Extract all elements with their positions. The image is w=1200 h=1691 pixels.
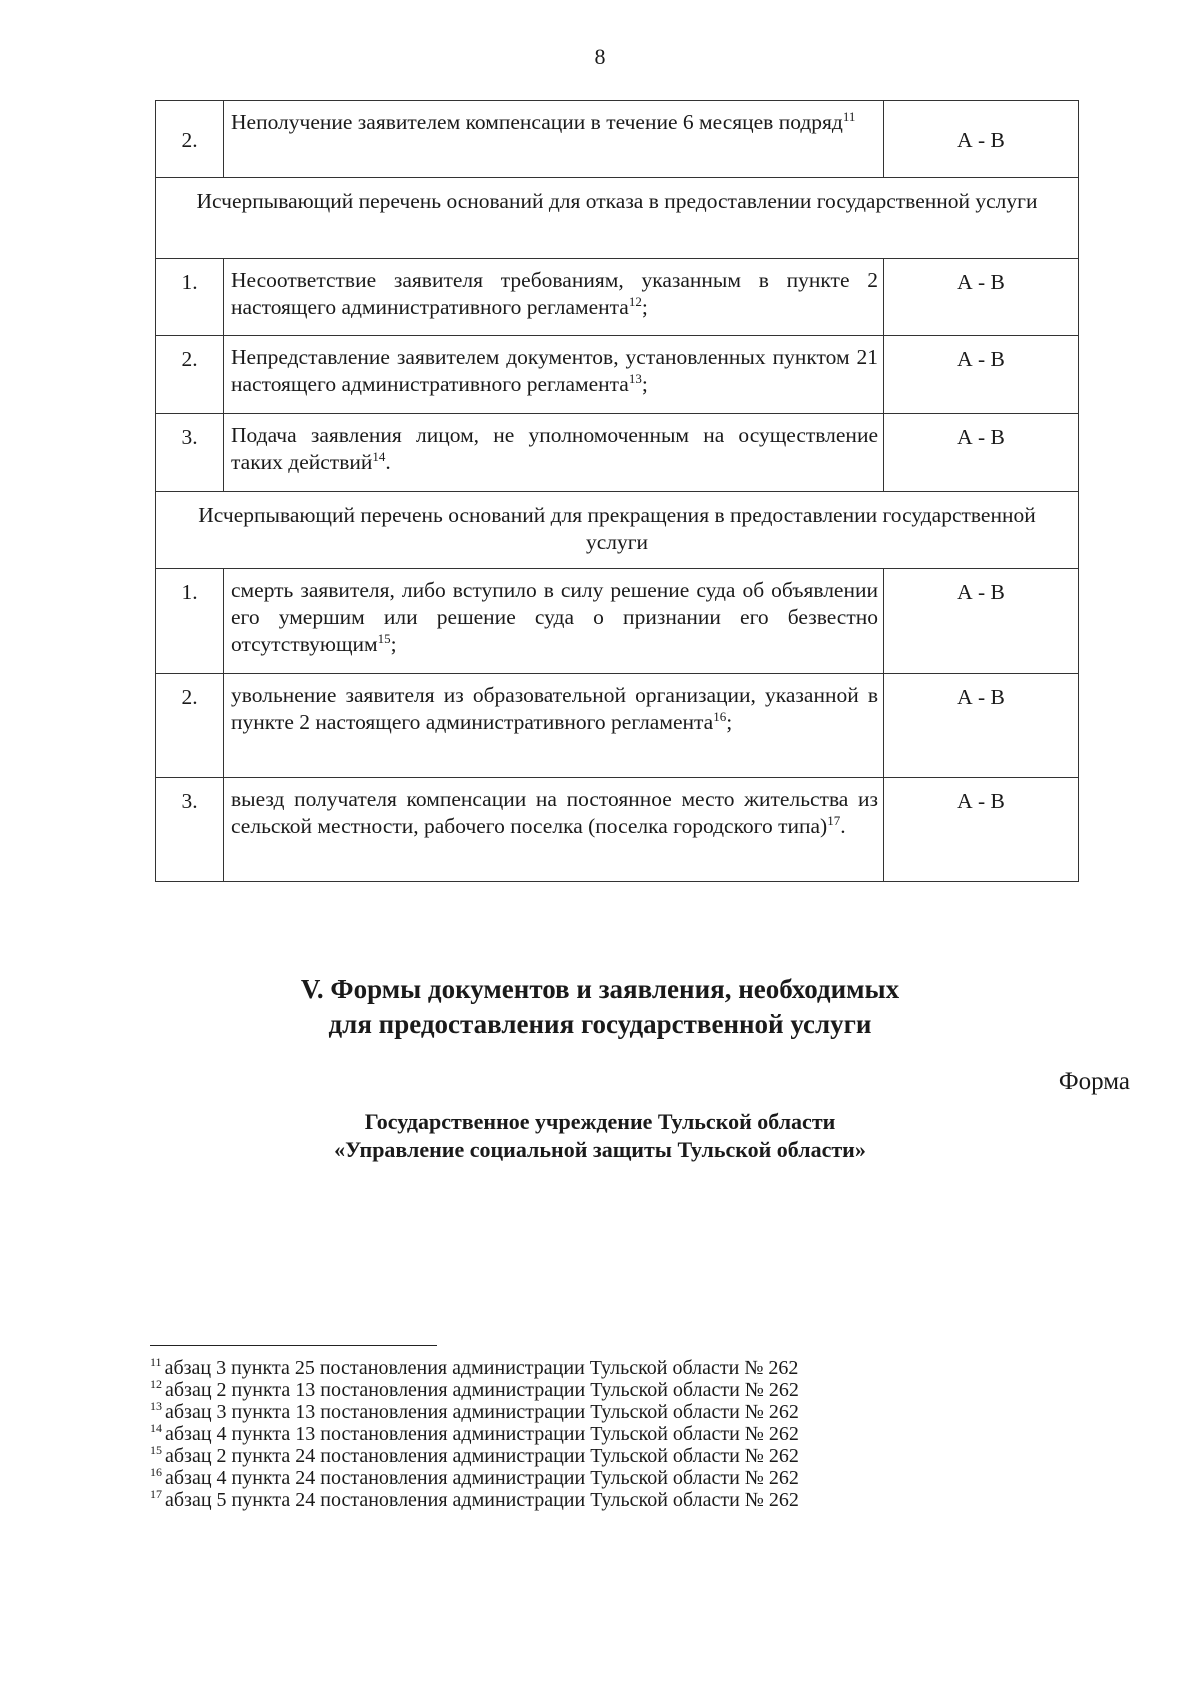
footnote bbox=[150, 1379, 799, 1401]
footnote bbox=[150, 1467, 799, 1489]
table-row bbox=[156, 778, 1079, 882]
footnote-number: 16 bbox=[150, 1465, 162, 1480]
footnote-text: абзац 2 пункта 24 постановления администрации Тульской области № 262 bbox=[165, 1445, 799, 1467]
row-number: 2. bbox=[156, 674, 224, 778]
page-number: 8 bbox=[594, 44, 606, 69]
organization-line: «Управление социальной защиты Тульской области» bbox=[334, 1137, 866, 1162]
section-title-line: для предоставления государственной услуги bbox=[328, 1009, 872, 1039]
row-code: А - В bbox=[884, 674, 1079, 778]
organization-line: Государственное учреждение Тульской области bbox=[364, 1109, 836, 1134]
footnote-number: 11 bbox=[150, 1355, 162, 1370]
footnote-number: 12 bbox=[150, 1377, 162, 1392]
footnote-number: 14 bbox=[150, 1421, 162, 1436]
footnotes bbox=[150, 1357, 799, 1511]
footnote-text: абзац 4 пункта 13 постановления администрации Тульской области № 262 bbox=[165, 1423, 799, 1445]
section-title bbox=[0, 972, 1200, 1042]
table-row bbox=[156, 674, 1079, 778]
row-code: А - В bbox=[884, 259, 1079, 336]
footnote-separator bbox=[150, 1345, 437, 1346]
footnote-text: абзац 2 пункта 13 постановления администрации Тульской области № 262 bbox=[165, 1379, 799, 1401]
row-code: А - В bbox=[884, 569, 1079, 674]
row-text: Неполучение заявителем компенсации в течение 6 месяцев подряд$^{11}$ bbox=[224, 101, 884, 178]
row-code: А - В bbox=[884, 101, 1079, 178]
footnote-number: 15 bbox=[150, 1443, 162, 1458]
row-text: Подача заявления лицом, не уполномоченным на осуществление таких действий$^{14}$. bbox=[224, 414, 884, 492]
organization-name bbox=[0, 1108, 1200, 1164]
row-code: А - В bbox=[884, 778, 1079, 882]
footnote-text: абзац 4 пункта 24 постановления администрации Тульской области № 262 bbox=[165, 1467, 799, 1489]
footnote-text: абзац 5 пункта 24 постановления администрации Тульской области № 262 bbox=[165, 1489, 799, 1511]
row-text: Непредставление заявителем документов, установленных пунктом 21 настоящего административного регламента$^{13}$; bbox=[224, 336, 884, 414]
footnote-text: абзац 3 пункта 13 постановления администрации Тульской области № 262 bbox=[165, 1401, 799, 1423]
footnote bbox=[150, 1489, 799, 1511]
row-number: 3. bbox=[156, 778, 224, 882]
table-row bbox=[156, 414, 1079, 492]
section-header-text: Исчерпывающий перечень оснований для отказа в предоставлении государственной услуги bbox=[156, 178, 1079, 259]
row-number: 2. bbox=[156, 101, 224, 178]
row-number: 1. bbox=[156, 569, 224, 674]
table-row bbox=[156, 569, 1079, 674]
row-code: А - В bbox=[884, 336, 1079, 414]
section-header-text: Исчерпывающий перечень оснований для прекращения в предоставлении государственной услуги bbox=[156, 492, 1079, 569]
grounds-table bbox=[155, 100, 1079, 882]
footnote-number: 17 bbox=[150, 1487, 162, 1502]
row-text: Несоответствие заявителя требованиям, указанным в пункте 2 настоящего административного регламента$^{12}$; bbox=[224, 259, 884, 336]
row-text: выезд получателя компенсации на постоянное место жительства из сельской местности, рабочего поселка (поселка городского типа)$^{17}$. bbox=[224, 778, 884, 882]
footnote bbox=[150, 1445, 799, 1467]
table-row bbox=[156, 101, 1079, 178]
row-code: А - В bbox=[884, 414, 1079, 492]
footnote bbox=[150, 1357, 799, 1379]
row-number: 3. bbox=[156, 414, 224, 492]
row-number: 2. bbox=[156, 336, 224, 414]
table-row bbox=[156, 336, 1079, 414]
row-number: 1. bbox=[156, 259, 224, 336]
footnote-number: 13 bbox=[150, 1399, 162, 1414]
section-title-line: V. Формы документов и заявления, необходимых bbox=[300, 974, 900, 1004]
table-row bbox=[156, 259, 1079, 336]
footnote bbox=[150, 1423, 799, 1445]
footnote-text: абзац 3 пункта 25 постановления администрации Тульской области № 262 bbox=[164, 1357, 799, 1379]
table-section-header bbox=[156, 492, 1079, 569]
row-text: увольнение заявителя из образовательной организации, указанной в пункте 2 настоящего административного регламента$^{16}$; bbox=[224, 674, 884, 778]
table-section-header bbox=[156, 178, 1079, 259]
form-label: Форма bbox=[1058, 1068, 1130, 1095]
footnote bbox=[150, 1401, 799, 1423]
row-text: смерть заявителя, либо вступило в силу решение суда об объявлении его умершим или решение суда о признании его безвестно отсутствующим$^{15}$; bbox=[224, 569, 884, 674]
